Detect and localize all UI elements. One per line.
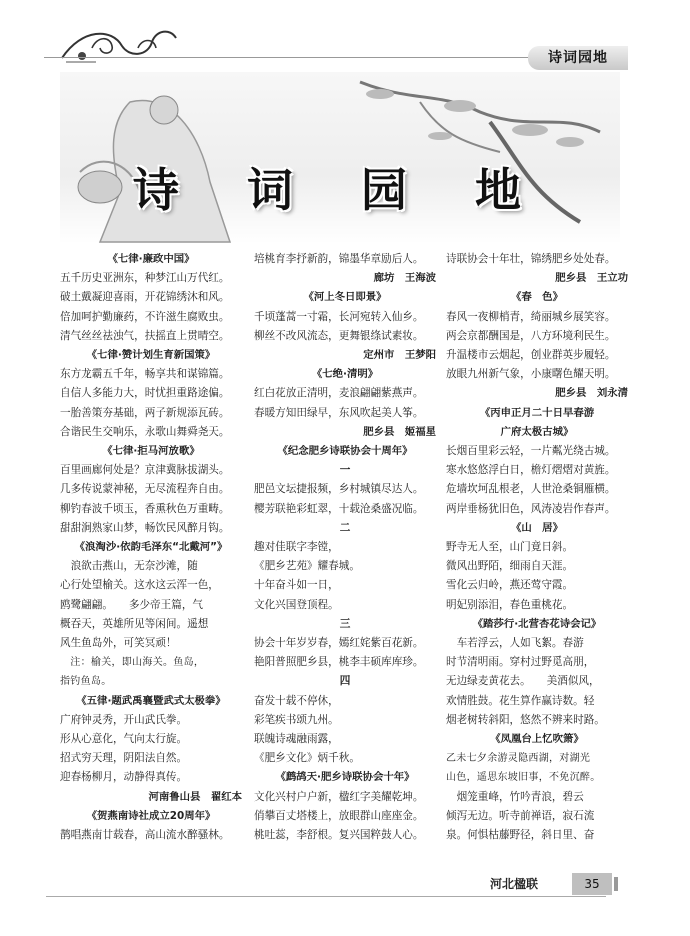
poem-line: 艳阳普照肥乡县，桃李丰硕库库珍。 xyxy=(254,656,424,669)
author-line: 肥乡县 姬福星 xyxy=(363,425,436,438)
poem-line: 《肥乡文化》炳千秋。 xyxy=(254,752,360,765)
poem-line: 车若浮云，人如飞絮。春游 xyxy=(446,637,584,650)
section-number: 二 xyxy=(339,521,351,534)
poem-line: 微风出野陌，细雨自天涯。 xyxy=(446,560,574,573)
poem-title: 《七律·拒马河放歌》 xyxy=(102,445,200,458)
poem-line: 无边绿麦黄花去。 美酒似风， xyxy=(446,675,600,688)
top-ornament xyxy=(52,18,182,66)
poem-line: 时节清明雨。穿村过野觅高朋， xyxy=(446,656,595,669)
poem-line: 合谐民生交响乐，永歌山舞舜尧天。 xyxy=(60,425,230,438)
poem-line: 一胎善策夯基础，两子新规添瓦砖。 xyxy=(60,406,230,419)
poem-title: 广府太极古城》 xyxy=(500,425,574,438)
poem-line: 形从心意化，气向太行旋。 xyxy=(60,733,188,746)
poem-title: 《七律·赞计划生育新国策》 xyxy=(86,349,216,362)
poem-line: 自信人多能力大，时忧担重路途偏。 xyxy=(60,387,230,400)
poem-line: 两岸垂杨犹旧色，风涛凌岩作春声。 xyxy=(446,502,616,515)
poem-line: 概吞天，英雄所见等闲间。遥想 xyxy=(60,617,209,630)
poem-title: 《纪念肥乡诗联协会十周年》 xyxy=(277,445,413,458)
poem-line: 红白花放正清明，麦浪翩翩紫燕声。 xyxy=(254,387,424,400)
poem-line: 野寺无人至，山门竟日斜。 xyxy=(446,541,574,554)
poem-line: 迎春杨柳月，动静得真传。 xyxy=(60,771,188,784)
poem-line: 百里画廊何处是？京津冀脉拔湖头。 xyxy=(60,464,230,477)
author-line: 定州市 王梦阳 xyxy=(363,349,436,362)
poem-line: 烟老树转斜阳，悠然不辨来时路。 xyxy=(446,713,605,726)
poem-line: 鸥鹭翩翩。 多少帝王篇，气 xyxy=(60,598,204,611)
poem-title: 《山 居》 xyxy=(511,521,563,534)
poem-line: 倾泻无边。听寺前禅语，寂石流 xyxy=(446,809,595,822)
poem-line: 文化兴国登顶程。 xyxy=(254,598,339,611)
poem-title: 《鹧鸪天·肥乡诗联协会十年》 xyxy=(275,771,415,784)
poem-line: 升温楼市云烟起，创业群英步履轻。 xyxy=(446,349,616,362)
poem-line: 泉。何惧枯藤野径，斜日里、奋 xyxy=(446,829,595,842)
note-line: 山色，遥思东坡旧事，不免沉醉。 xyxy=(446,772,601,784)
poem-line: 肥邑文坛捷报频，乡村城镇尽达人。 xyxy=(254,483,424,496)
poem-line: 雪化云归岭，燕还莺守霞。 xyxy=(446,579,574,592)
author-line: 廊坊 王海波 xyxy=(373,272,436,285)
poem-line: 奋发十载不停休， xyxy=(254,694,339,707)
poem-line: 风生鱼岛外，可笑冥顽！ xyxy=(60,637,177,650)
poem-title: 《丙申正月二十日早春游 xyxy=(479,406,595,419)
poem-line: 广府钟灵秀，开山武氏拳。 xyxy=(60,713,188,726)
poem-line: 心行处望榆关。这水这云浑一色， xyxy=(60,579,219,592)
header-rule xyxy=(44,57,604,58)
poem-title: 《春 色》 xyxy=(511,291,563,304)
banner-illustration xyxy=(60,72,620,244)
section-number: 四 xyxy=(339,675,351,688)
poem-line: 樱芳联艳彩虹翠，十载沧桑盛况临。 xyxy=(254,502,424,515)
poem-line: 长烟百里彩云轻，一片粼光绕古城。 xyxy=(446,445,616,458)
poem-line: 联魄诗魂融雨露， xyxy=(254,733,339,746)
page-number: 35 xyxy=(572,873,612,895)
section-label: 诗词园地 xyxy=(528,46,628,70)
poem-title: 《七绝·清明》 xyxy=(311,368,379,381)
poem-line: 甜甜涧熟家山梦，畅饮民风醉月钩。 xyxy=(60,521,230,534)
poem-line: 五千历史亚洲东，种梦江山万代红。 xyxy=(60,272,230,285)
poem-line: 放眼九州新气象，小康曙色耀天明。 xyxy=(446,368,616,381)
poem-line: 培桃育李抒新韵，锦墨华章励后人。 xyxy=(254,253,424,265)
poem-title: 《河上冬日即景》 xyxy=(303,291,387,304)
poem-line: 柳丝不改风流态，更舞银绦试素妆。 xyxy=(254,329,424,342)
poem-title: 《贺燕南诗社成立20周年》 xyxy=(86,809,216,822)
poem-line: 诗联协会十年壮，锦绣肥乡处处春。 xyxy=(446,253,616,265)
poem-line: 倍加呵护勤廉药，不许滋生腐败虫。 xyxy=(60,310,230,323)
banner-title: 诗 词 园 地 xyxy=(132,163,548,217)
poem-line: 春暖方知田绿早，东风吹起美人筝。 xyxy=(254,406,424,419)
poem-title: 《凤凰台上忆吹箫》 xyxy=(490,733,584,746)
poem-title: 《五律·题武禹襄暨武式太极拳》 xyxy=(76,694,226,707)
poem-line: 鹊唱燕南廿载春，高山流水醉骚林。 xyxy=(60,829,230,842)
poem-line: 几多传说蒙神秘，无尽流程奔自由。 xyxy=(60,483,230,496)
poem-line: 柳钓春波千顷玉，香熏秋色万重畴。 xyxy=(60,502,230,515)
poem-line: 浪欲击燕山，无奈沙滩，随 xyxy=(60,560,198,573)
poem-line: 彩笔疾书颂九州。 xyxy=(254,713,339,726)
poem-line: 欢情胜鼓。花生算作赢诗数。轻 xyxy=(446,694,595,707)
poem-line: 两会京都酬国是，八方环境利民生。 xyxy=(446,329,616,342)
note-line: 注：榆关，即山海关。鱼岛， xyxy=(60,657,205,669)
note-line: 乙未七夕余游灵隐西湖，对湖光 xyxy=(446,753,591,765)
footer-bar xyxy=(614,877,618,891)
poem-line: 协会十年岁岁春，嫣红姹紫百花新。 xyxy=(254,637,424,650)
poem-line: 招式穷天理，阴阳法自然。 xyxy=(60,752,188,765)
poem-line: 俏攀百丈塔楼上，放眼群山座座金。 xyxy=(254,809,424,822)
author-line: 肥乡县 王立功 xyxy=(555,272,628,285)
poem-line: 趣对佳联字李镗， xyxy=(254,541,339,554)
poem-line: 危墙坎坷乱根老，人世沧桑铜雁横。 xyxy=(446,483,616,496)
poem-line: 破土戴凝迎喜雨，开花锦绣沐和风。 xyxy=(60,291,230,304)
author-line: 肥乡县 刘永清 xyxy=(555,387,628,400)
poem-title: 《浪淘沙·依韵毛泽东“北戴河”》 xyxy=(74,541,228,554)
poem-line: 《肥乡艺苑》耀春城。 xyxy=(254,560,360,573)
note-line: 指钓鱼岛。 xyxy=(60,676,112,688)
poem-line: 春风一夜柳梢青，绮丽城乡展笑容。 xyxy=(446,310,616,323)
poem-line: 烟笼重峰，竹吟青浪，碧云 xyxy=(446,790,584,803)
poem-line: 桃吐蕊，李舒根。复兴国粹鼓人心。 xyxy=(254,829,424,842)
text-column-2 xyxy=(254,250,436,845)
page-footer xyxy=(462,873,662,897)
poem-line: 寒水悠悠浮白日，檐灯熠熠对黄旌。 xyxy=(446,464,616,477)
poem-line: 千顷蓬蒿一寸霜，长河宛转入仙乡。 xyxy=(254,310,424,323)
poem-line: 文化兴村户户新，楹红字美耀乾坤。 xyxy=(254,790,424,803)
poem-line: 明妃别添泪，春色重桃花。 xyxy=(446,598,574,611)
poem-line: 十年奋斗如一日， xyxy=(254,579,339,592)
text-column-1 xyxy=(60,250,242,845)
poem-line: 清气丝丝祛浊气，扶摇直上贯晴空。 xyxy=(60,329,230,342)
poem-title: 《踏莎行·北营杏花诗会记》 xyxy=(472,617,602,630)
author-line: 河南鲁山县 翟红本 xyxy=(148,790,242,803)
text-column-3 xyxy=(446,250,628,845)
footer-rule xyxy=(46,896,606,897)
magazine-name: 河北楹联 xyxy=(490,877,539,891)
section-number: 一 xyxy=(339,464,351,477)
section-number: 三 xyxy=(339,617,351,630)
poem-line: 东方龙霸五千年，畅享共和谋锦篇。 xyxy=(60,368,230,381)
poem-title: 《七律·廉政中国》 xyxy=(107,253,195,265)
